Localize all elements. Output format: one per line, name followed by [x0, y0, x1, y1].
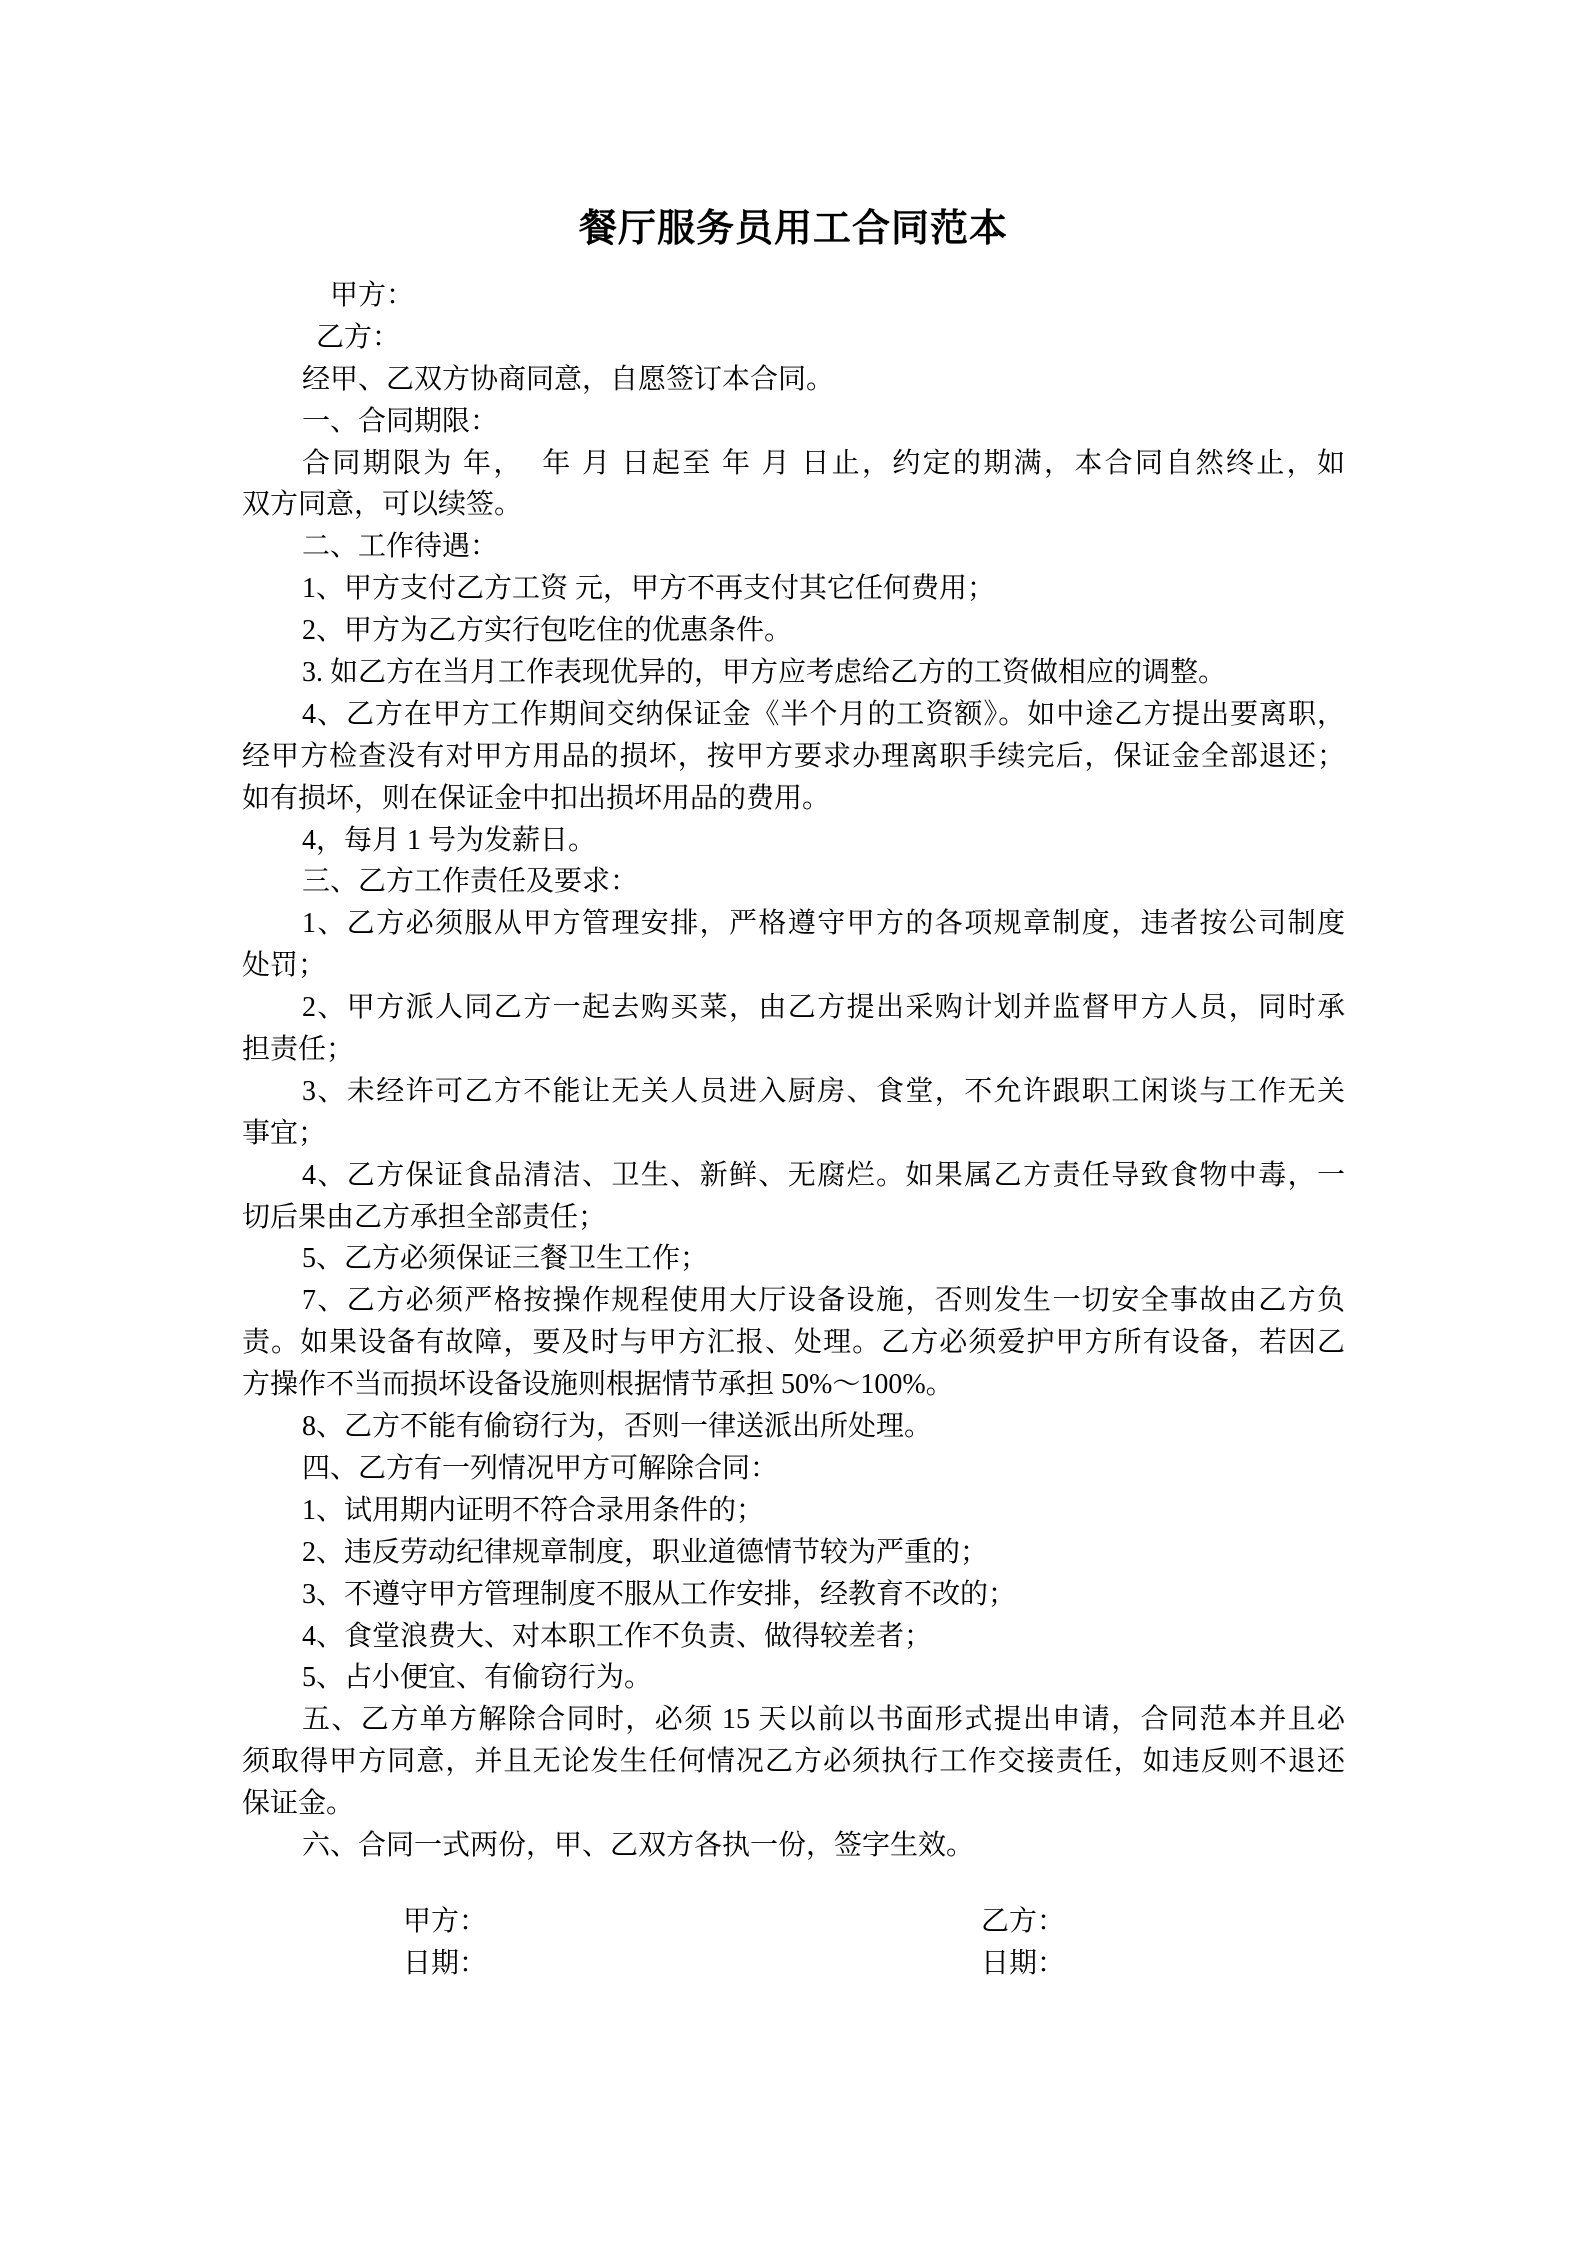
party-b-date-label: 日期：	[981, 1947, 1066, 1979]
contract-line: 责。如果设备有故障，要及时与甲方汇报、处理。乙方必须爱护甲方所有设备，若因乙	[242, 1327, 1345, 1359]
contract-line: 四、乙方有一列情况甲方可解除合同：	[302, 1452, 779, 1484]
contract-line: 5、占小便宜、有偷窃行为。	[302, 1662, 653, 1694]
contract-line: 事宜；	[242, 1117, 327, 1149]
contract-line: 3、不遵守甲方管理制度不服从工作安排，经教育不改的；	[302, 1578, 1017, 1610]
contract-line: 双方同意，可以续签。	[242, 489, 523, 521]
contract-line: 1、甲方支付乙方工资 元，甲方不再支付其它任何费用；	[302, 573, 996, 605]
contract-line: 4、乙方保证食品清洁、卫生、新鲜、无腐烂。如果属乙方责任导致食物中毒，一	[302, 1159, 1345, 1191]
party-a-signature-label: 甲方：	[403, 1905, 488, 1937]
contract-line: 如有损坏，则在保证金中扣出损坏用品的费用。	[242, 782, 831, 814]
contract-line: 2、甲方为乙方实行包吃住的优惠条件。	[302, 615, 793, 647]
contract-line: 5、乙方必须保证三餐卫生工作；	[302, 1243, 709, 1275]
contract-line: 保证金。	[242, 1788, 355, 1820]
contract-line: 经甲、乙双方协商同意，自愿签订本合同。	[302, 363, 835, 395]
contract-line: 处罚；	[242, 950, 327, 982]
party-a-date-label: 日期：	[403, 1947, 488, 1979]
contract-line: 2、违反劳动纪律规章制度，职业道德情节较为严重的；	[302, 1536, 989, 1568]
contract-line: 担责任；	[242, 1034, 355, 1066]
contract-line: 3. 如乙方在当月工作表现优异的，甲方应考虑给乙方的工资做相应的调整。	[302, 657, 1227, 689]
contract-line: 4，每月 1 号为发薪日。	[302, 824, 597, 856]
contract-line: 三、乙方工作责任及要求：	[302, 866, 639, 898]
document-title: 餐厅服务员用工合同范本	[578, 208, 1008, 250]
contract-line: 经甲方检查没有对甲方用品的损坏，按甲方要求办理离职手续完后，保证金全部退还；	[242, 740, 1345, 772]
contract-line: 乙方：	[316, 321, 401, 353]
contract-line: 甲方：	[330, 280, 415, 311]
signature-row	[242, 1901, 1345, 1943]
contract-line: 切后果由乙方承担全部责任；	[242, 1201, 607, 1233]
contract-line: 须取得甲方同意，并且无论发生任何情况乙方必须执行工作交接责任，如违反则不退还	[242, 1746, 1345, 1778]
contract-line: 六、合同一式两份，甲、乙双方各执一份，签字生效。	[302, 1829, 975, 1861]
contract-line: 一、合同期限：	[302, 405, 499, 437]
contract-line: 4、乙方在甲方工作期间交纳保证金《半个月的工资额》。如中途乙方提出要离职，	[302, 698, 1345, 730]
contract-line: 合同期限为 年， 年 月 日起至 年 月 日止，约定的期满，本合同自然终止，如	[302, 447, 1345, 479]
signature-row	[242, 1943, 1345, 1985]
contract-line: 方操作不当而损坏设备设施则根据情节承担 50%～100%。	[242, 1369, 954, 1401]
contract-line: 8、乙方不能有偷窃行为，否则一律送派出所处理。	[302, 1411, 933, 1443]
contract-line: 1、试用期内证明不符合录用条件的；	[302, 1494, 765, 1526]
contract-line: 4、食堂浪费大、对本职工作不负责、做得较差者；	[302, 1620, 933, 1652]
party-b-signature-label: 乙方：	[981, 1905, 1066, 1937]
contract-line: 二、工作待遇：	[302, 531, 499, 563]
signature-block	[242, 1901, 1345, 1985]
contract-line: 2、甲方派人同乙方一起去购买菜，由乙方提出采购计划并监督甲方人员，同时承	[302, 992, 1345, 1024]
contract-document	[242, 199, 1345, 1985]
contract-line: 1、乙方必须服从甲方管理安排，严格遵守甲方的各项规章制度，违者按公司制度	[302, 908, 1345, 940]
contract-line: 3、未经许可乙方不能让无关人员进入厨房、食堂，不允许跟职工闲谈与工作无关	[302, 1075, 1345, 1107]
contract-line: 7、乙方必须严格按操作规程使用大厅设备设施，否则发生一切安全事故由乙方负	[302, 1285, 1345, 1317]
contract-body	[242, 275, 1345, 1867]
contract-line: 五、乙方单方解除合同时，必须 15 天以前以书面形式提出申请，合同范本并且必	[302, 1704, 1345, 1736]
